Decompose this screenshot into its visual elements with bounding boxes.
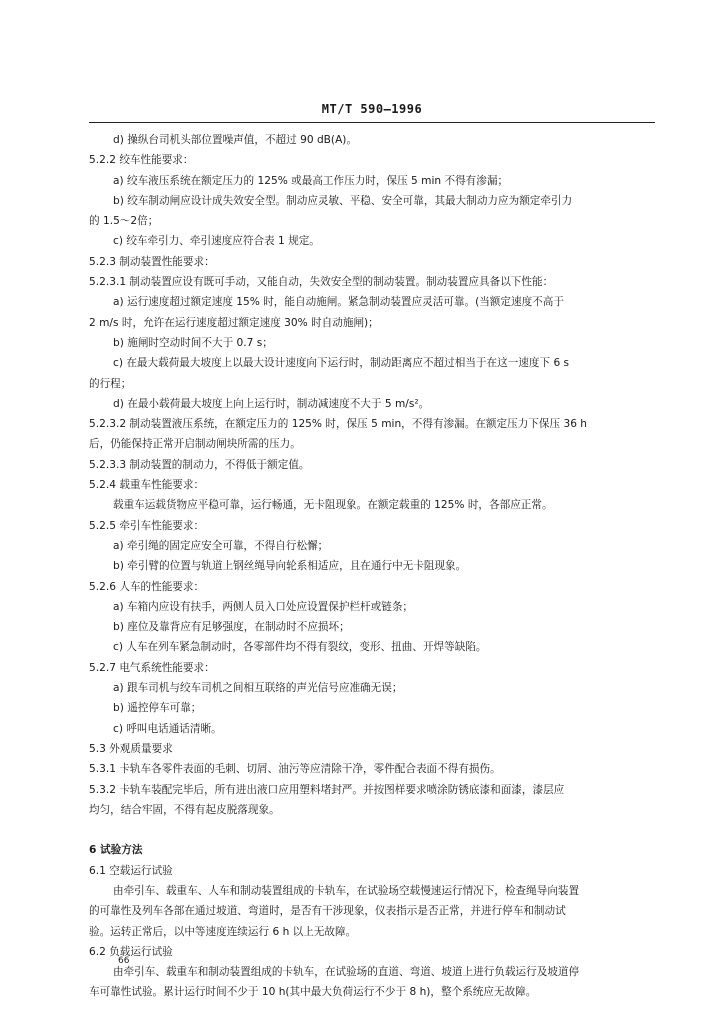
- text-line: b) 施闸时空动时间不大于 0.7 s；: [113, 336, 273, 349]
- text-line: 均匀，结合牢固，不得有起皮脱落现象。: [89, 803, 280, 816]
- text-line: 的 1.5～2倍；: [89, 215, 159, 228]
- text-line: 的可靠性及列车各部在通过坡道、弯道时，是否有干涉现象，仪表指示是否正常，并进行停车和制动试: [89, 905, 566, 918]
- text-line: c) 在最大载荷最大坡度上以最大设计速度向下运行时，制动距离应不超过相当于在这一速度下 6 s: [113, 357, 570, 370]
- text-line: 后，仍能保持正常开启制动闸块所需的压力。: [89, 438, 301, 451]
- section-heading: 5.2.6 人车的性能要求：: [89, 580, 205, 593]
- text-line: a) 车箱内应设有扶手，两侧人员入口处应设置保护栏杆或链条；: [113, 600, 414, 613]
- text-line: b) 座位及靠背应有足够强度，在制动时不应损坏；: [113, 621, 350, 634]
- text-line: 验。运转正常后，以中等速度连续运行 6 h 以上无故障。: [89, 925, 357, 938]
- text-line: d) 在最小载荷最大坡度上向上运行时，制动减速度不大于 5 m/s²。: [113, 397, 430, 410]
- section-heading: 5.2.4 载重车性能要求：: [89, 479, 205, 492]
- text-line: a) 跟车司机与绞车司机之间相互联络的声光信号应准确无误；: [113, 682, 403, 695]
- text-line: a) 绞车液压系统在额定压力的 125% 或最高工作压力时，保压 5 min 不得有渗漏；: [113, 174, 509, 187]
- text-line: b) 遥控停车可靠；: [113, 702, 202, 715]
- text-line: 5.2.3.2 制动装置液压系统，在额定压力的 125% 时，保压 5 min，不得有渗漏。在额定压力下保压 36 h: [89, 418, 588, 431]
- text-line: 车可靠性试验。累计运行时间不少于 10 h(其中最大负荷运行不少于 8 h)，整个系统应无故障。: [89, 986, 537, 999]
- section-heading: 5.2.5 牵引车性能要求：: [89, 519, 205, 532]
- text-line: 2 m/s 时，允许在运行速度超过额定速度 30% 时自动施闸)；: [89, 316, 379, 329]
- text-line: a) 运行速度超过额定速度 15% 时，能自动施闸。紧急制动装置应灵活可靠。(当额定速度不高于: [113, 296, 564, 309]
- text-line: 5.2.3.1 制动装置应设有既可手动，又能自动，失效安全型的制动装置。制动装置应具备以下性能：: [89, 276, 554, 289]
- spacer: [89, 820, 655, 840]
- text-line: 载重车运载货物应平稳可靠，运行畅通，无卡阻现象。在额定载重的 125% 时，各部应正常。: [113, 499, 553, 512]
- text-line: c) 人车在列车紧急制动时，各零部件均不得有裂纹，变形、扭曲、开焊等缺陷。: [113, 641, 487, 654]
- section-heading: 6.1 空载运行试验: [89, 864, 173, 877]
- standard-code: MT/T 590—1996: [321, 102, 423, 116]
- section-heading: 6.2 负载运行试验: [89, 945, 173, 958]
- section-heading: 5.3 外观质量要求: [89, 742, 173, 755]
- text-line: b) 牵引臂的位置与轨道上钢丝绳导向轮系相适应，且在通行中无卡阻现象。: [113, 560, 467, 573]
- text-line: 5.3.2 卡轨车装配完毕后，所有进出液口应用塑料堵封严。并按图样要求喷涂防锈底漆和面漆，漆层应: [89, 783, 565, 796]
- section-heading: 5.2.2 绞车性能要求：: [89, 154, 194, 167]
- section-heading: 5.2.3 制动装置性能要求：: [89, 255, 215, 268]
- text-line: 由牵引车、载重车、人车和制动装置组成的卡轨车，在试验场空载慢速运行情况下，检查绳导向装置: [113, 884, 580, 897]
- text-line: b) 绞车制动闸应设计成失效安全型。制动应灵敏、平稳、安全可靠，其最大制动力应为额定牵引力: [113, 194, 573, 207]
- text-line: d) 操纵台司机头部位置噪声值，不超过 90 dB(A)。: [113, 134, 358, 146]
- text-line: 的行程；: [89, 377, 132, 390]
- text-line: c) 呼叫电话通话清晰。: [113, 722, 222, 735]
- text-line: a) 牵引绳的固定应安全可靠，不得自行松懈；: [113, 539, 329, 552]
- text-line: 5.2.3.3 制动装置的制动力，不得低于额定值。: [89, 458, 310, 471]
- text-line: 5.3.1 卡轨车各零件表面的毛刺、切屑、油污等应清除干净，零件配合表面不得有损伤。: [89, 763, 501, 776]
- page-header: [89, 100, 655, 123]
- document-body: [89, 130, 655, 1003]
- section-heading: 5.2.7 电气系统性能要求：: [89, 661, 215, 674]
- text-line: 由牵引车、载重车和制动装置组成的卡轨车，在试验场的直道、弯道、坡道上进行负载运行及坡道停: [113, 966, 580, 979]
- text-line: c) 绞车牵引力、牵引速度应符合表 1 规定。: [113, 235, 320, 248]
- page-number: 66: [118, 956, 130, 966]
- chapter-heading: 6 试验方法: [89, 844, 143, 857]
